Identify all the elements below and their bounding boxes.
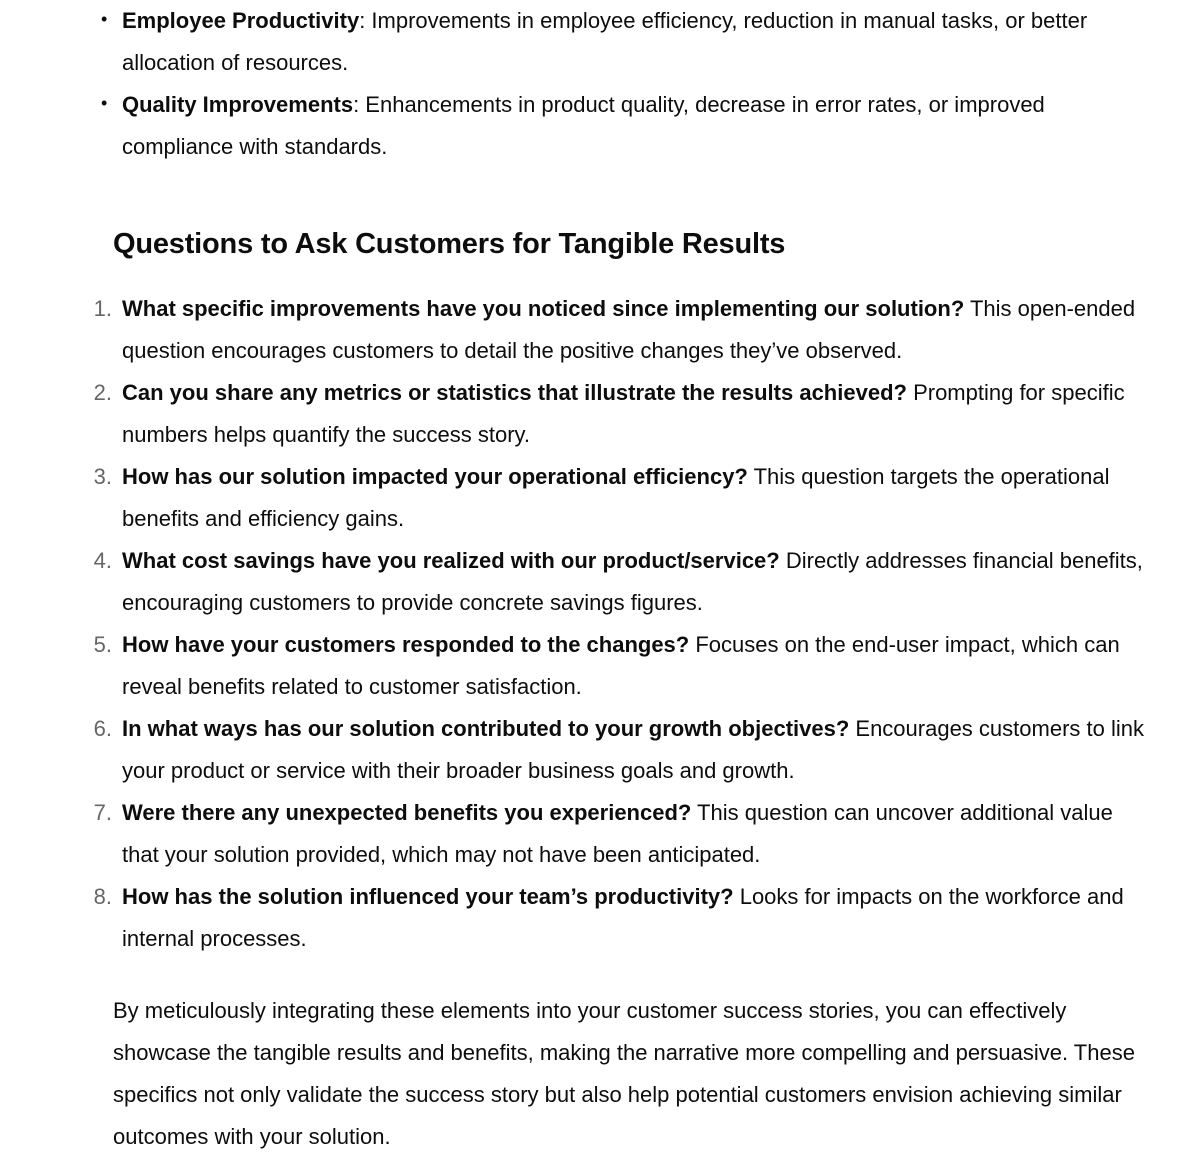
section-heading: Questions to Ask Customers for Tangible Results [113, 228, 786, 260]
question-item [93, 792, 1153, 876]
question-description: Encourages customers to link your product or service with their broader business goals and growth. [122, 716, 1144, 783]
question-item [93, 708, 1153, 792]
question-text: How has our solution impacted your operational efficiency? [122, 464, 748, 489]
question-text: What specific improvements have you noticed since implementing our solution? [122, 296, 965, 321]
question-list [93, 288, 1153, 960]
question-number: 6. [93, 716, 112, 741]
benefit-bullet-list [101, 0, 1153, 168]
bullet-text: : Improvements in employee efficiency, reduction in manual tasks, or better allocation of resources. [122, 8, 1088, 75]
question-item [93, 288, 1153, 372]
question-description: Looks for impacts on the workforce and internal processes. [122, 884, 1124, 951]
message-content [93, 0, 1153, 1158]
question-description: This question targets the operational benefits and efficiency gains. [122, 464, 1110, 531]
bullet-icon: • [101, 9, 108, 29]
question-description: Directly addresses financial benefits, encouraging customers to provide concrete savings figures. [122, 548, 1143, 615]
question-number: 2. [93, 380, 112, 405]
question-text: How has the solution influenced your team’s productivity? [122, 884, 734, 909]
question-item [93, 624, 1153, 708]
question-number: 3. [93, 464, 112, 489]
bullet-title: Employee Productivity [122, 8, 360, 33]
question-item [93, 876, 1153, 960]
question-text: How have your customers responded to the changes? [122, 632, 690, 657]
question-number: 4. [93, 548, 112, 573]
question-text: In what ways has our solution contributed to your growth objectives? [122, 716, 850, 741]
question-item [93, 456, 1153, 540]
question-number: 5. [93, 632, 112, 657]
question-item [93, 540, 1153, 624]
bullet-icon: • [101, 93, 108, 113]
question-text: Can you share any metrics or statistics that illustrate the results achieved? [122, 380, 907, 405]
question-text: Were there any unexpected benefits you experienced? [122, 800, 692, 825]
question-description: This open-ended question encourages customers to detail the positive changes they’ve observed. [122, 296, 1136, 363]
question-description: Prompting for specific numbers helps quantify the success story. [122, 380, 1125, 447]
question-number: 8. [93, 884, 112, 909]
question-item [93, 372, 1153, 456]
question-description: Focuses on the end-user impact, which can reveal benefits related to customer satisfaction. [122, 632, 1120, 699]
question-text: What cost savings have you realized with our product/service? [122, 548, 780, 573]
bullet-title: Quality Improvements [122, 92, 354, 117]
question-number: 1. [93, 296, 112, 321]
question-description: This question can uncover additional value that your solution provided, which may not have been anticipated. [122, 800, 1113, 867]
bullet-text: : Enhancements in product quality, decrease in error rates, or improved compliance with standards. [122, 92, 1045, 159]
question-number: 7. [93, 800, 112, 825]
bullet-item [101, 0, 1153, 84]
closing-paragraph: By meticulously integrating these elements into your customer success stories, you can effectively showcase the tangible results and benefits, making the narrative more compelling and persuasive. These specifics not only validate the success story but also help potential customers envision achieving similar outcomes with your solution. [113, 998, 1135, 1149]
bullet-item [101, 84, 1153, 168]
